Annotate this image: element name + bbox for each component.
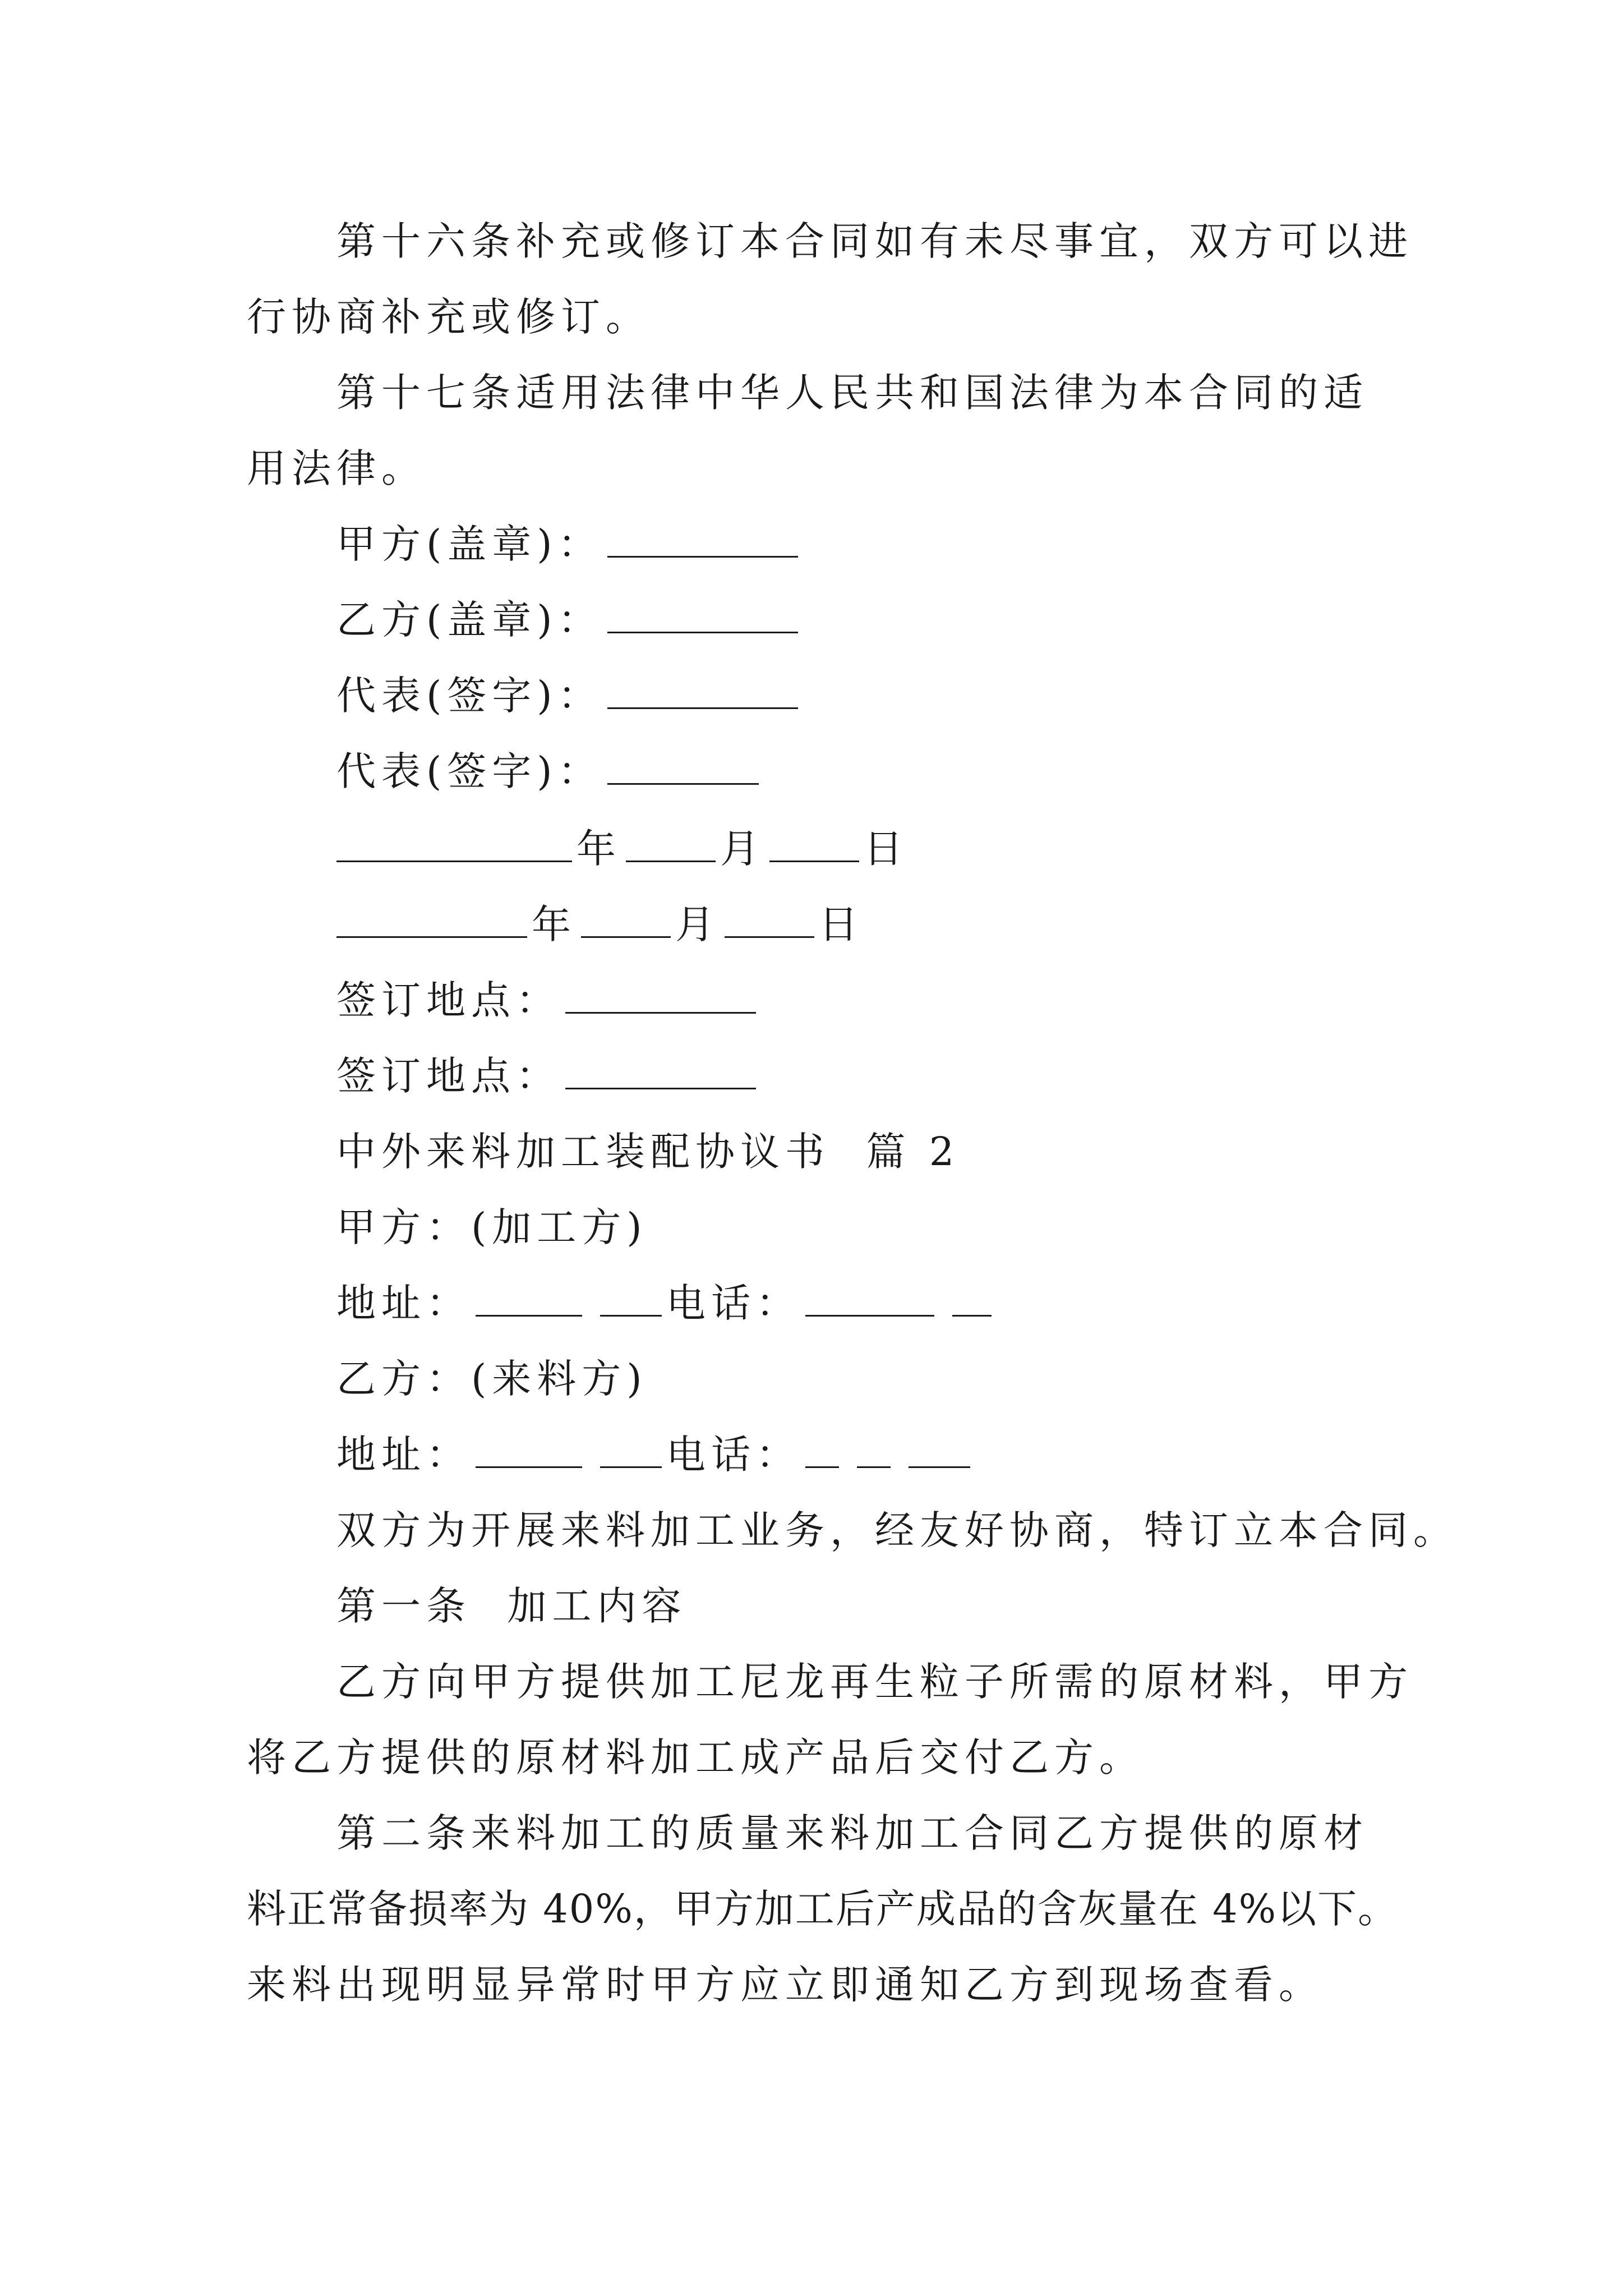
party-b-address-line [336,1432,975,1478]
sign-place-label-2: 签订地点： [336,1053,561,1099]
party-a-seal-label: 甲方(盖章)： [336,521,603,567]
party-b-address-blank-1 [476,1466,582,1468]
party-a-address-blank-2 [600,1314,662,1317]
article-2-line-3: 来料出现明显异常时甲方应立即通知乙方到现场查看。 [247,1962,1324,2008]
party-a-seal-line [336,521,803,567]
party-a-phone-blank-2 [952,1314,992,1317]
date-year-blank-1 [336,860,572,862]
sign-place-label-1: 签订地点： [336,977,561,1023]
date-month-label-1: 月 [720,826,765,872]
date-year-blank-2 [336,936,527,938]
date-day-blank-1 [769,860,859,862]
article-17-line-2: 用法律。 [247,445,426,491]
rep-sign-line-2 [336,748,763,794]
party-b-address-blank-2 [600,1466,662,1468]
rep-sign-blank-1 [607,707,798,709]
date-line-2 [336,901,864,947]
party-b-phone-blank-2 [857,1466,891,1468]
article-1-title: 第一条 加工内容 [336,1583,687,1629]
article-1-line-1: 乙方向甲方提供加工尼龙再生粒子所需的原材料，甲方 [336,1659,1413,1705]
party-a-seal-blank [607,555,798,558]
article-1-line-2: 将乙方提供的原材料加工成产品后交付乙方。 [247,1734,1144,1780]
date-month-label-2: 月 [675,901,720,947]
article-2-line-2: 料正常备损率为 40%，甲方加工后产成品的含灰量在 4%以下。 [247,1886,1399,1932]
date-line-1 [336,826,909,872]
date-month-blank-2 [581,936,671,938]
article-2-line-1: 第二条来料加工的质量来料加工合同乙方提供的原材 [336,1810,1368,1856]
article-16-line-2: 行协商补充或修订。 [247,294,651,340]
rep-sign-label-2: 代表(签字)： [336,748,603,794]
party-b-address-label: 地址： [336,1432,471,1478]
date-year-label-2: 年 [532,901,577,947]
party-b-phone-blank-3 [909,1466,970,1468]
party-b-phone-label: 电话： [666,1432,801,1478]
party-a-address-label: 地址： [336,1280,471,1326]
rep-sign-label-1: 代表(签字)： [336,673,603,719]
rep-sign-blank-2 [607,783,759,785]
date-day-label-2: 日 [819,901,864,947]
article-16-line-1: 第十六条补充或修订本合同如有未尽事宜，双方可以进 [336,218,1413,264]
party-b-phone-blank-1 [805,1466,839,1468]
sign-place-line-1 [336,977,760,1023]
party-a-processor: 甲方：(加工方) [336,1204,648,1250]
sign-place-blank-2 [565,1087,756,1089]
article-17-line-1: 第十七条适用法律中华人民共和国法律为本合同的适 [336,370,1368,416]
party-b-seal-blank [607,631,798,633]
sign-place-blank-1 [565,1011,756,1014]
date-year-label-1: 年 [577,826,621,872]
party-a-address-line [336,1280,996,1326]
rep-sign-line-1 [336,673,803,719]
party-b-seal-label: 乙方(盖章)： [336,597,603,643]
section-title: 中外来料加工装配协议书 篇 2 [336,1129,960,1175]
date-day-label-1: 日 [864,826,909,872]
party-b-seal-line [336,597,803,643]
date-day-blank-2 [725,936,814,938]
sign-place-line-2 [336,1053,760,1099]
date-month-blank-1 [626,860,716,862]
party-a-phone-blank-1 [805,1314,934,1317]
intro-paragraph: 双方为开展来料加工业务，经友好协商，特订立本合同。 [336,1507,1458,1553]
party-a-address-blank-1 [476,1314,582,1317]
party-b-supplier: 乙方：(来料方) [336,1356,648,1402]
party-a-phone-label: 电话： [666,1280,801,1326]
